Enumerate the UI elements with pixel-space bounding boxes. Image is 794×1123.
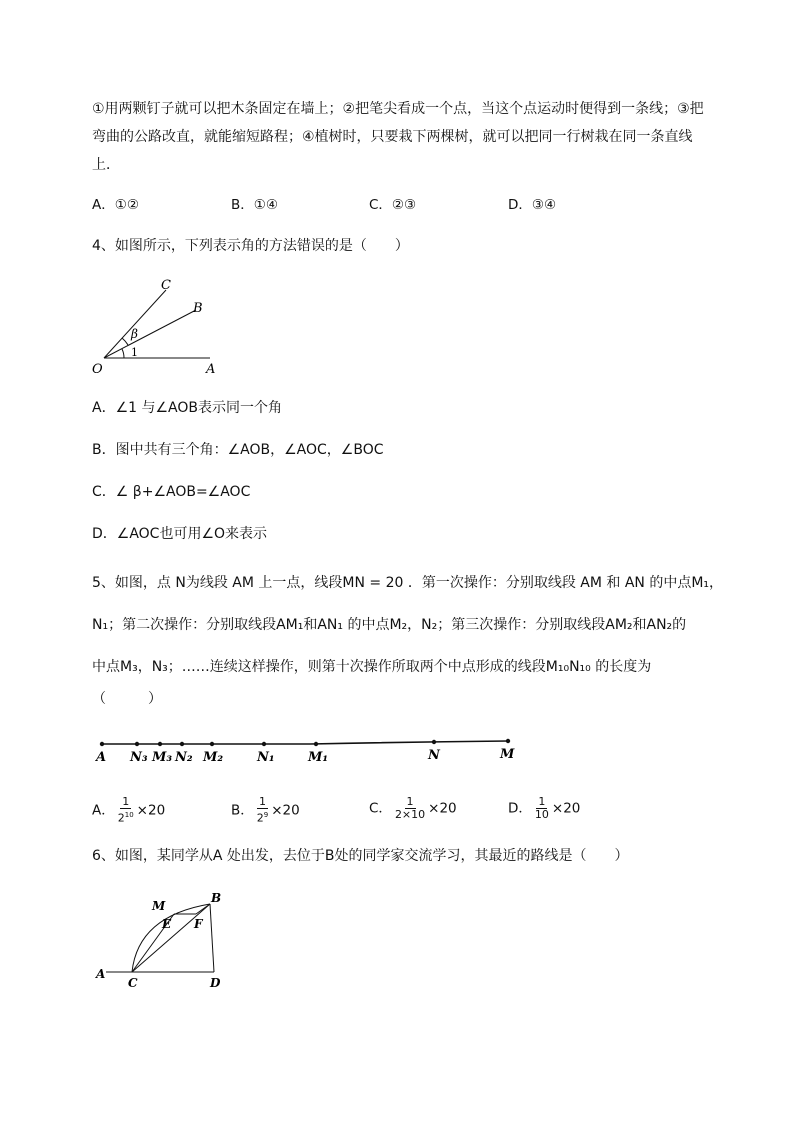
label-m: M <box>500 747 515 762</box>
option-letter: B． <box>231 802 254 819</box>
label-f: F <box>194 917 203 931</box>
option-letter: A． <box>92 802 115 819</box>
label-a: A <box>96 750 107 765</box>
q5-stem-line-2: N₁；第二次操作：分别取线段AM₁和AN₁ 的中点M₂，N₂；第三次操作：分别取线段AM₂和AN₂的 <box>92 617 687 633</box>
q5-stem-line-1: 5、如图，点 N为线段 AM 上一点，线段MN = 20 ．第一次操作：分别取线段 AM 和 AN 的中点M₁， <box>92 575 724 591</box>
q4-option-d: D．∠AOC也可用∠O来表示 <box>92 526 268 542</box>
factor: ×20 <box>428 800 457 817</box>
label-a: A <box>96 967 106 981</box>
q4-option-c: C．∠ β+∠AOB=∠AOC <box>92 484 251 500</box>
label-c: C <box>128 976 138 990</box>
denominator <box>255 809 270 825</box>
line-cb <box>132 904 210 972</box>
point-m <box>506 739 510 743</box>
numerator: 1 <box>406 795 414 808</box>
segment-am <box>102 741 508 744</box>
option-letter: C． <box>369 800 392 817</box>
label-beta: β <box>131 327 138 341</box>
q4-option-b: B．图中共有三个角：∠AOB，∠AOC，∠BOC <box>92 442 384 458</box>
denominator <box>116 809 136 825</box>
label-b: B <box>211 891 222 905</box>
point-n2 <box>180 742 184 746</box>
den-exponent: 9 <box>263 811 269 819</box>
option-letter: D． <box>508 800 532 817</box>
q5-option-d <box>508 796 580 821</box>
denominator: 2×10 <box>394 808 426 821</box>
q5-option-b <box>231 796 300 825</box>
q5-segment-figure <box>90 730 520 766</box>
q6-route-figure <box>92 890 232 992</box>
q5-stem-line-3: 中点M₃，N₃；……连续这样操作，则第十次操作所取两个中点形成的线段M₁₀N₁₀ 的长度为 <box>92 659 652 675</box>
label-o: O <box>92 362 103 377</box>
q4-option-a: A．∠1 与∠AOB表示同一个角 <box>92 400 282 416</box>
numerator: 1 <box>259 795 266 808</box>
arc-one <box>122 349 124 358</box>
label-c: C <box>161 278 171 293</box>
line-bd <box>210 904 214 972</box>
ray-ob <box>104 310 196 358</box>
q3-statement-line-2: 弯曲的公路改直，就能缩短路程；④植树时，只要栽下两棵树，就可以把同一行树栽在同一条直线 <box>92 129 693 145</box>
q3-statement-line-3: 上． <box>92 157 120 173</box>
label-n1: N₁ <box>257 750 275 765</box>
label-n3: N₃ <box>130 750 148 765</box>
label-b: B <box>193 301 203 316</box>
label-d: D <box>210 976 221 990</box>
point-m3 <box>158 742 162 746</box>
den-base: 2 <box>256 811 264 825</box>
factor: ×20 <box>136 802 166 819</box>
point-n3 <box>135 742 139 746</box>
label-n2: N₂ <box>175 750 193 765</box>
point-n <box>432 740 436 744</box>
factor: ×20 <box>271 802 300 819</box>
fraction <box>116 796 136 825</box>
q5-option-c <box>369 796 457 821</box>
q4-stem: 4、如图所示，下列表示角的方法错误的是（ ） <box>92 238 409 254</box>
point-a <box>100 742 104 746</box>
numerator: 1 <box>122 795 130 808</box>
q4-angle-figure <box>88 272 228 378</box>
numerator: 1 <box>538 795 546 808</box>
denominator: 10 <box>534 808 549 821</box>
label-m: M <box>152 899 166 913</box>
q3-option-d: D．③④ <box>508 197 557 213</box>
den-base: 2 <box>117 811 125 825</box>
fraction <box>533 796 551 821</box>
label-e: E <box>162 917 172 931</box>
q3-option-c: C．②③ <box>369 197 417 213</box>
label-m1: M₁ <box>308 750 329 765</box>
fraction <box>393 796 427 821</box>
q5-stem-line-4: （ ） <box>92 691 162 707</box>
q3-option-a: A．①② <box>92 197 139 213</box>
label-one: 1 <box>131 346 138 359</box>
point-m1 <box>314 742 318 746</box>
label-m3: M₃ <box>152 750 173 765</box>
factor: ×20 <box>551 800 581 817</box>
q6-stem: 6、如图，某同学从A 处出发，去位于B处的同学家交流学习，其最近的路线是（ ） <box>92 848 629 864</box>
den-exponent: 10 <box>124 811 134 819</box>
fraction <box>255 796 270 825</box>
label-a: A <box>206 362 216 377</box>
arc-beta <box>122 338 128 345</box>
label-n: N <box>428 748 440 763</box>
q3-option-b: B．①④ <box>231 197 278 213</box>
q5-option-a <box>92 796 165 825</box>
point-n1 <box>262 742 266 746</box>
q3-statement-line-1: ①用两颗钉子就可以把木条固定在墙上；②把笔尖看成一个点，当这个点运动时便得到一条线；③把 <box>92 101 704 117</box>
point-m2 <box>210 742 214 746</box>
label-m2: M₂ <box>203 750 224 765</box>
